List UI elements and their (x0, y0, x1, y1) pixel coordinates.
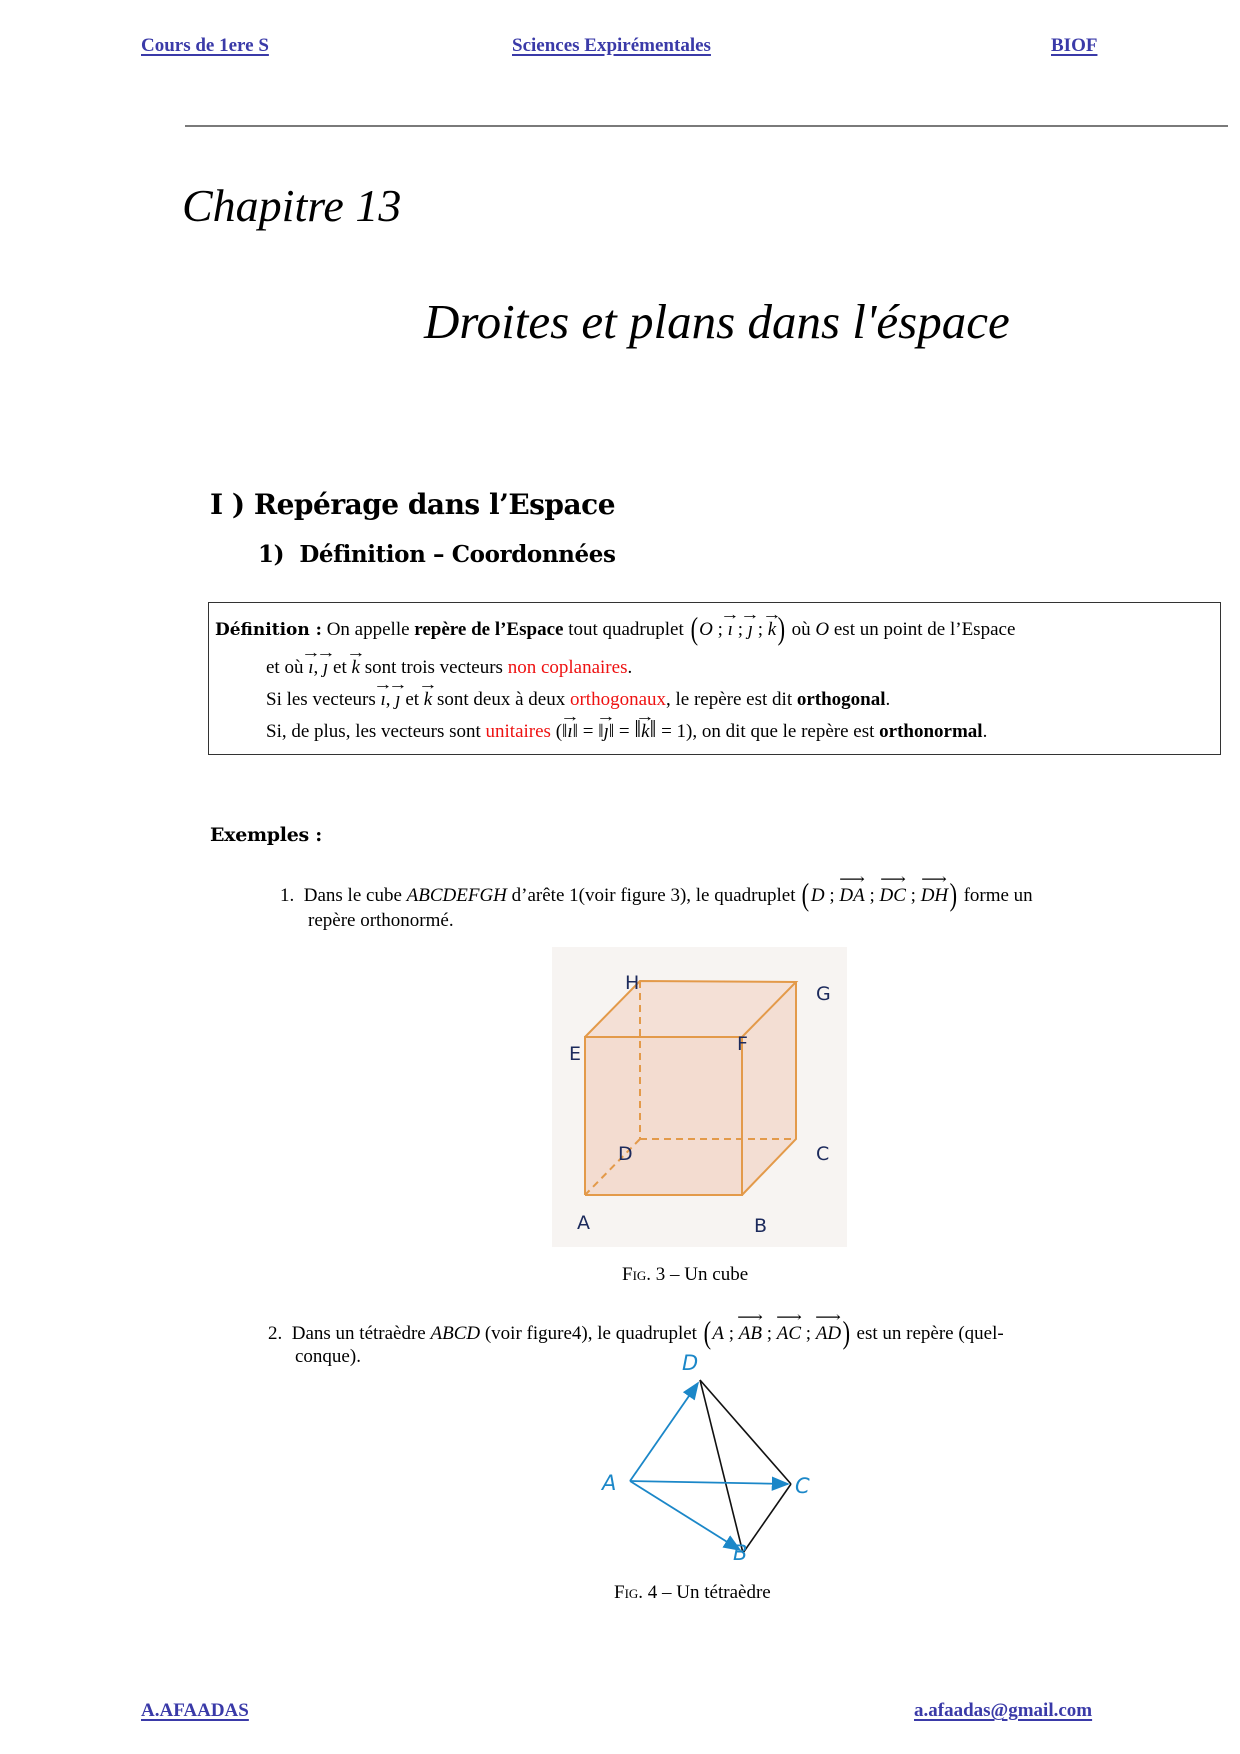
example-item-1 (280, 876, 1033, 913)
text: , le repère est dit (666, 689, 793, 710)
vertex-label-E: E (569, 1043, 582, 1065)
chapter-title: Droites et plans dans l'éspace (424, 294, 1010, 349)
footer-author-link[interactable]: A.AFAADAS (141, 1700, 249, 1721)
subsection-title: Définition – Coordonnées (299, 541, 616, 568)
math-cube-name: ABCDEFGH (406, 885, 507, 906)
vertex-label-A: A (602, 1471, 617, 1495)
vector-j: → ȷ (395, 685, 400, 712)
text: sont deux à deux (436, 689, 566, 710)
text: tout quadruplet (568, 619, 684, 640)
math-tetra-name: ABCD (430, 1323, 481, 1344)
text: (voir figure4), le quadruplet (484, 1323, 697, 1344)
text: Dans le cube (303, 885, 402, 906)
vector-k: → k (352, 653, 360, 680)
text: forme un (963, 885, 1033, 906)
text: et où (266, 657, 304, 678)
caption-prefix: Fig. (622, 1264, 652, 1285)
subsection-heading (258, 541, 616, 568)
caption-number: 3 (655, 1264, 666, 1285)
text: . (982, 721, 988, 742)
vertex-label-A: A (577, 1212, 590, 1234)
caption-prefix: Fig. (614, 1582, 644, 1603)
vertex-label-F: F (737, 1033, 748, 1055)
vertex-label-C: C (795, 1474, 810, 1498)
example-item-2 (268, 1314, 1004, 1351)
vertex-label-B: B (733, 1541, 748, 1562)
text: et (405, 689, 420, 710)
text: On appelle (326, 619, 410, 640)
figure-4-caption (614, 1582, 771, 1604)
figure-cube (552, 947, 847, 1247)
definition-line-2: et où → ı, → ȷ et → k sont trois vecteurs non coplanaires. (266, 653, 632, 680)
caption-number: 4 (647, 1582, 658, 1603)
math-quadruplet: (O ; → ı ; → ȷ ; → k) (689, 619, 787, 640)
section-title: Repérage dans l’Espace (253, 488, 616, 521)
examples-heading: Exemples : (210, 824, 322, 846)
text: est un point de l’Espace (833, 619, 1016, 640)
definition-box (208, 602, 1221, 755)
footer-email-link[interactable]: a.afaadas@gmail.com (914, 1700, 1093, 1721)
text: et (333, 657, 347, 678)
vertex-label-C: C (816, 1143, 830, 1165)
definition-line-1 (215, 610, 1016, 646)
header-biof-link[interactable]: BIOF (1051, 35, 1098, 56)
vector-j: → ȷ (323, 653, 328, 680)
text: Si les vecteurs (266, 689, 376, 710)
caption-text: – Un tétraèdre (662, 1582, 771, 1603)
definition-line-3: Si les vecteurs → ı, → ȷ et → k sont deux à deux orthogonaux, le repère est dit orthogonal. (266, 685, 890, 712)
math-O: O (815, 619, 830, 640)
term-non-coplanaires: non coplanaires (507, 657, 628, 678)
definition-line-4 (266, 717, 987, 744)
header-course-link[interactable]: Cours de 1ere S (141, 35, 269, 56)
chapter-label: Chapitre 13 (182, 180, 402, 231)
term-orthogonaux: orthogonaux (569, 689, 667, 710)
list-number: 2. (268, 1323, 283, 1344)
text: . (627, 657, 633, 678)
vertex-label-B: B (754, 1215, 768, 1237)
header-rule (185, 125, 1228, 127)
math-quadruplet-cube: (D ; ⟶ DA ; ⟶ DC ; ⟶ DH) (800, 885, 959, 906)
text: est un repère (quel- (856, 1323, 1004, 1344)
example-item-1-cont: repère orthonormé. (308, 910, 454, 931)
vector-k: → k (424, 685, 432, 712)
text: où (791, 619, 811, 640)
example-item-2-cont: conque). (295, 1346, 361, 1367)
vertex-label-H: H (625, 972, 640, 994)
section-heading (210, 488, 615, 521)
text: . (885, 689, 891, 710)
list-number: 1. (280, 885, 295, 906)
subsection-number: 1) (258, 541, 285, 568)
vector-i: → ı (381, 685, 386, 712)
term-repere-espace: repère de l’Espace (414, 619, 564, 640)
vertex-label-D: D (682, 1352, 699, 1375)
tetrahedron-diagram (590, 1352, 830, 1562)
math-norms: (‖→ ı‖ = ‖→ ȷ‖ = ‖→ k‖ = 1) (556, 721, 693, 742)
math-quadruplet-tetra: (A ; ⟶ AB ; ⟶ AC ; ⟶ AD) (702, 1323, 852, 1344)
term-orthonormal: orthonormal (879, 721, 983, 742)
text: Dans un tétraèdre (291, 1323, 426, 1344)
term-orthogonal: orthogonal (796, 689, 886, 710)
term-unitaires: unitaires (485, 721, 551, 742)
vertex-label-G: G (816, 983, 831, 1005)
figure-3-caption (622, 1264, 748, 1286)
caption-text: – Un cube (670, 1264, 749, 1285)
text: d’arête 1(voir figure 3), le quadruplet (511, 885, 796, 906)
header-stream-link[interactable]: Sciences Expirémentales (512, 35, 711, 56)
figure-tetrahedron (590, 1352, 830, 1562)
vertex-label-D: D (618, 1143, 633, 1165)
section-number: I ) (210, 488, 245, 521)
vector-i: → ı (308, 653, 313, 680)
cube-diagram (552, 947, 847, 1247)
text: sont trois vecteurs (364, 657, 503, 678)
text: Si, de plus, les vecteurs sont (266, 721, 481, 742)
text: , on dit que le repère est (692, 721, 875, 742)
definition-label: Définition : (215, 620, 322, 640)
